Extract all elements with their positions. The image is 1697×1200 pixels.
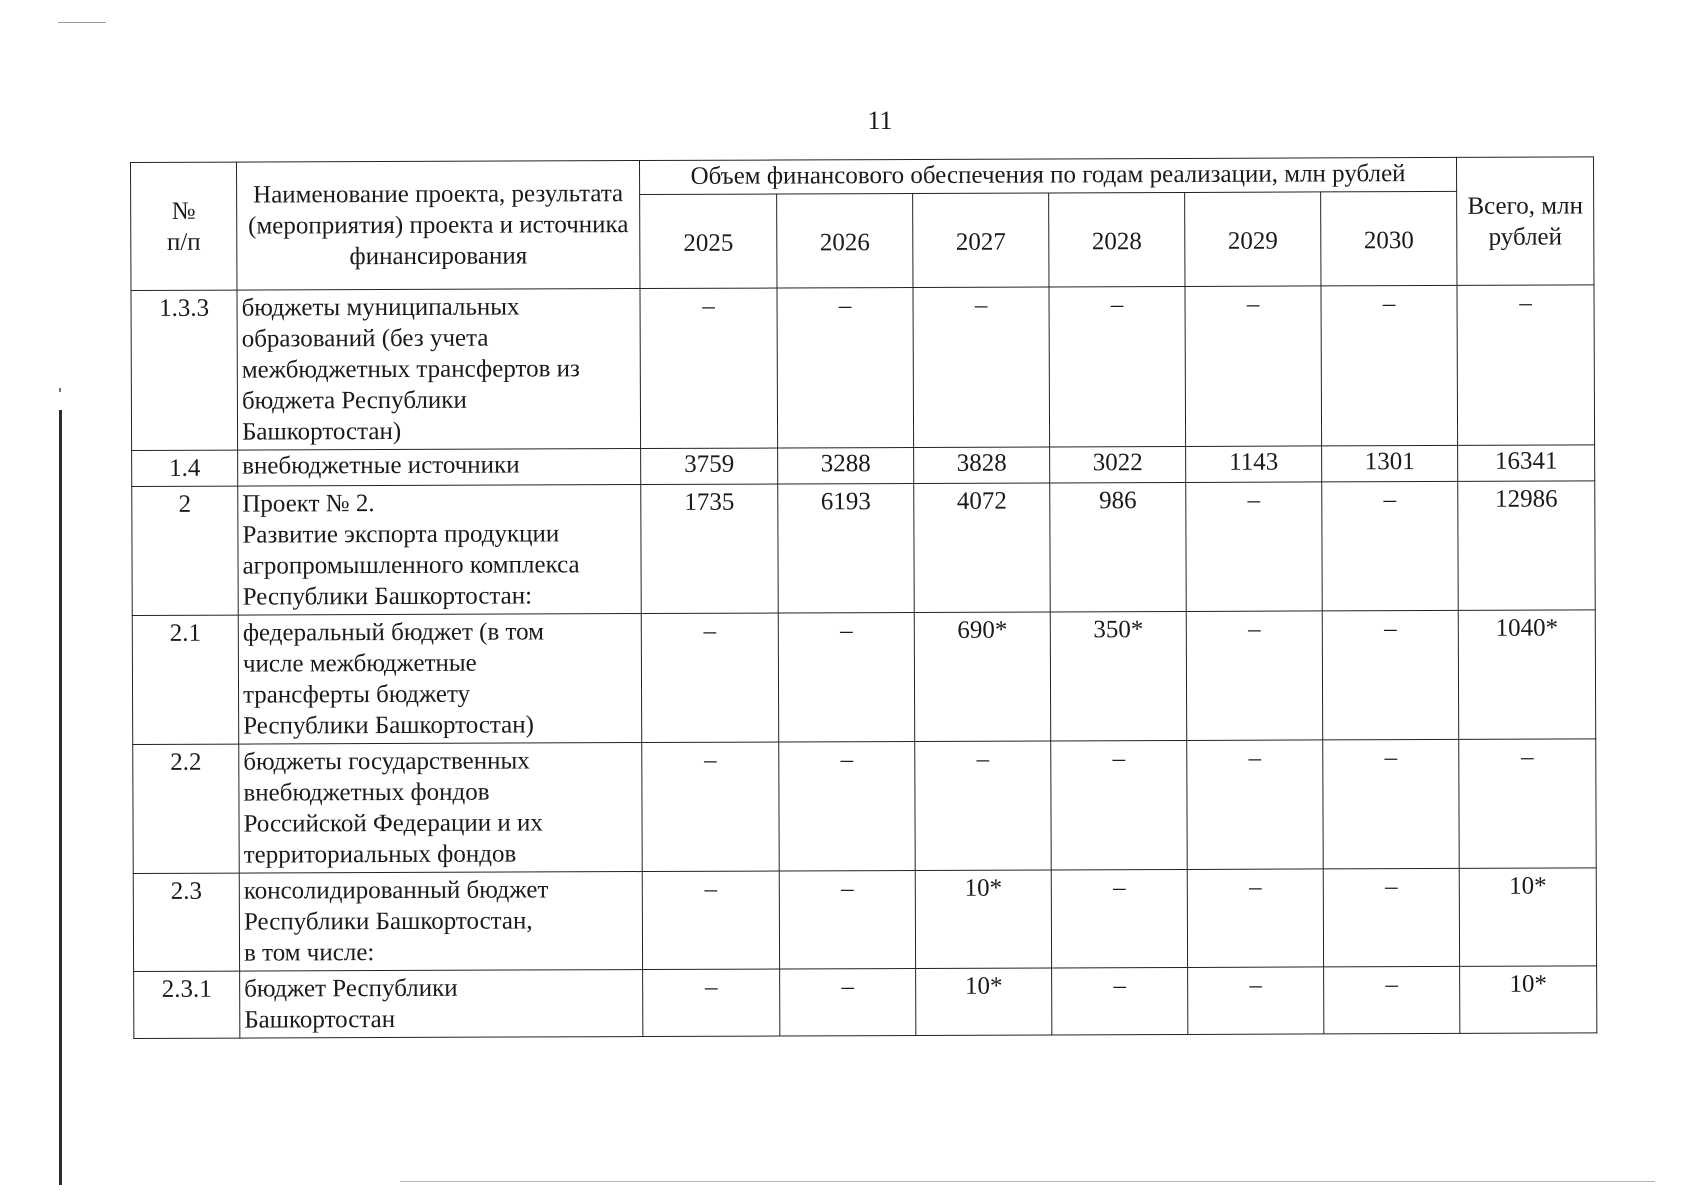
table-row [133, 868, 1596, 972]
value-2026: 6193 [778, 483, 914, 613]
row-name-line: консолидированный бюджет [243, 876, 549, 905]
value-2026: – [777, 287, 914, 448]
row-name-line: федеральный бюджет (в том [242, 618, 545, 647]
value-total: 12986 [1458, 481, 1595, 611]
header-name: Наименование проекта, результата (мероприятия) проекта и источника финансирования [237, 161, 640, 291]
value-2026: – [779, 870, 915, 969]
value-2028: 986 [1050, 482, 1186, 612]
value-2027: – [913, 287, 1050, 448]
row-number: 2.1 [132, 615, 238, 744]
row-name [237, 289, 641, 451]
scan-artifact-left-edge [59, 410, 62, 1185]
value-2025: – [640, 288, 778, 449]
row-number: 2 [132, 486, 238, 615]
row-name [239, 743, 642, 874]
row-number: 1.4 [132, 450, 238, 486]
value-2028: – [1051, 869, 1187, 968]
value-2025: – [642, 871, 779, 970]
value-2025: 3759 [641, 448, 778, 485]
row-name-line: Башкортостан) [241, 417, 402, 446]
row-number: 2.3.1 [134, 971, 240, 1038]
table-row [132, 610, 1596, 745]
value-2026: 3288 [778, 447, 914, 484]
row-name [239, 872, 642, 972]
row-name-line: бюджета Республики [241, 386, 467, 415]
row-name-line: Развитие экспорта продукции [242, 520, 560, 549]
value-total: 10* [1459, 868, 1596, 967]
row-number: 1.3.3 [131, 290, 238, 450]
table-row [132, 481, 1596, 616]
header-year-2030: 2030 [1321, 191, 1457, 286]
header-year-2026: 2026 [777, 193, 913, 288]
header-year-2028: 2028 [1049, 192, 1185, 287]
value-2028: 3022 [1050, 446, 1186, 483]
header-years-group: Объем финансового обеспечения по годам реализации, млн рублей [639, 157, 1456, 194]
value-2027: 690* [914, 612, 1050, 742]
row-name-line: Российской Федерации и их [243, 809, 543, 838]
row-name-line: внебюджетные источники [242, 451, 520, 480]
row-name-line: Республики Башкортостан) [243, 711, 534, 740]
row-name [240, 970, 643, 1039]
scan-artifact-bottom [400, 1181, 1655, 1182]
value-2030: – [1323, 868, 1459, 967]
row-name-line: Проект № 2. [242, 490, 375, 518]
value-2028: – [1052, 967, 1188, 1035]
value-2029: – [1187, 869, 1323, 968]
row-name-line: межбюджетных трансфертов из [241, 355, 580, 384]
value-2029: – [1185, 286, 1322, 447]
value-2027: 4072 [914, 483, 1050, 613]
value-total: – [1459, 739, 1596, 869]
table-row [134, 966, 1597, 1039]
value-2030: – [1324, 966, 1460, 1034]
header-total: Всего, млн рублей [1457, 157, 1594, 286]
financing-table [130, 156, 1597, 1039]
value-2030: – [1323, 739, 1460, 869]
row-name-line: территориальных фондов [243, 840, 517, 869]
value-total: 1040* [1458, 610, 1595, 740]
value-2029: – [1187, 740, 1323, 870]
row-name-line: агропромышленного комплекса [242, 551, 580, 580]
row-name-line: образований (без учета [241, 324, 489, 353]
row-name-line: бюджет Республики [244, 974, 458, 1003]
value-2028: – [1051, 740, 1187, 870]
row-name-line: трансферты бюджету [242, 680, 471, 709]
value-2029: – [1186, 611, 1322, 741]
value-2028: 350* [1050, 611, 1186, 741]
value-2025: – [642, 742, 779, 872]
value-2030: – [1322, 610, 1459, 740]
value-total: – [1457, 285, 1595, 446]
row-name-line: числе межбюджетные [242, 649, 477, 678]
value-2026: – [779, 741, 915, 871]
value-2025: 1735 [641, 484, 778, 614]
row-name [238, 449, 641, 487]
page-number: 11 [867, 106, 893, 135]
value-2029: – [1186, 482, 1322, 612]
value-2029: 1143 [1186, 446, 1322, 483]
value-2028: – [1049, 286, 1186, 447]
scan-artifact-top [58, 22, 106, 23]
row-name-line: Республики Башкортостан, [243, 907, 533, 936]
value-2026: – [778, 612, 914, 742]
row-number: 2.3 [133, 873, 239, 971]
value-2027: 10* [915, 870, 1051, 969]
value-2025: – [643, 969, 780, 1037]
value-2027: 3828 [914, 447, 1050, 484]
row-name-line: в том числе: [243, 939, 375, 967]
value-2029: – [1188, 967, 1324, 1035]
scan-artifact-dot [59, 388, 61, 392]
row-name-line: внебюджетных фондов [243, 778, 490, 807]
value-total: 16341 [1458, 445, 1595, 482]
value-2025: – [641, 613, 778, 743]
table-row [133, 739, 1597, 874]
row-number: 2.2 [133, 744, 239, 873]
value-2030: – [1322, 481, 1459, 611]
value-total: 10* [1460, 966, 1597, 1034]
header-year-2025: 2025 [640, 194, 777, 289]
row-name-line: бюджеты государственных [243, 747, 530, 776]
header-year-2027: 2027 [913, 193, 1049, 288]
value-2030: – [1321, 285, 1458, 446]
value-2027: 10* [916, 968, 1052, 1036]
value-2027: – [915, 741, 1051, 871]
row-name-line: Республики Башкортостан: [242, 582, 533, 611]
row-name [238, 614, 641, 745]
table-row [131, 285, 1595, 451]
row-name-line: бюджеты муниципальных [241, 293, 520, 322]
value-2026: – [780, 968, 916, 1036]
row-name-line: Башкортостан [244, 1005, 396, 1034]
table-row [132, 445, 1595, 487]
value-2030: 1301 [1322, 445, 1458, 482]
header-number: № п/п [131, 162, 237, 290]
row-name [238, 485, 641, 616]
header-year-2029: 2029 [1185, 192, 1321, 287]
